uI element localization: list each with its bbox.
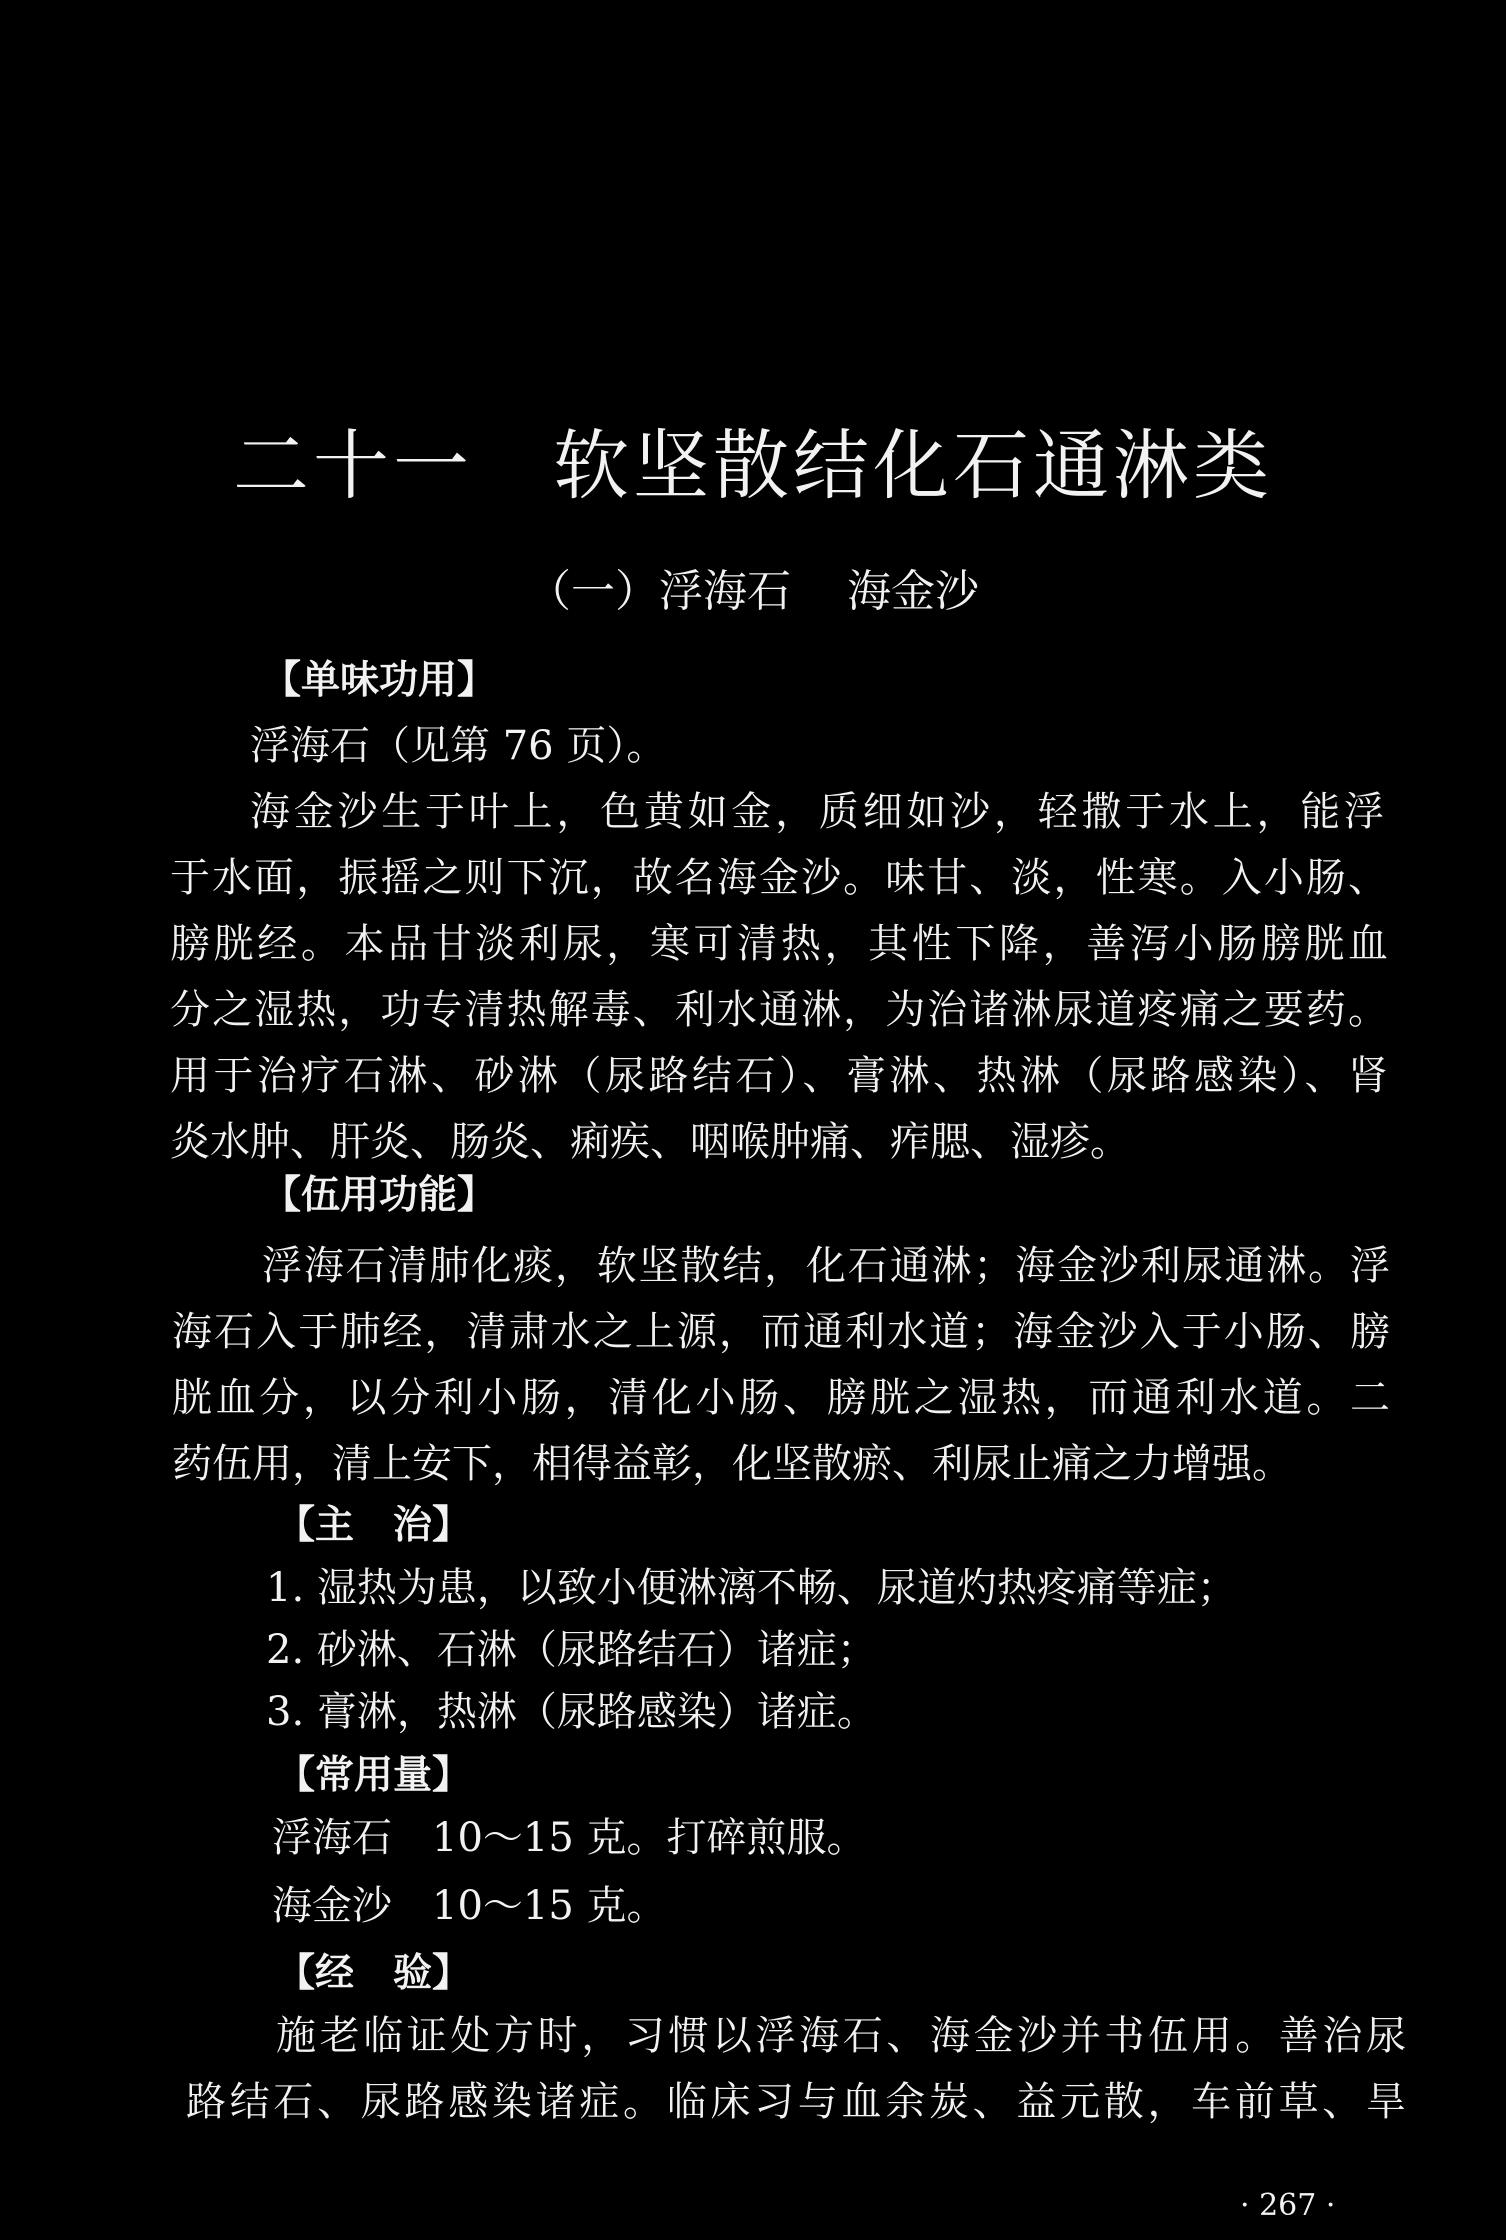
combined-function-line: 浮海石清肺化痰，软坚散结，化石通淋；海金沙利尿通淋。浮 (262, 1243, 1390, 1289)
indication-item: 2. 砂淋、石淋（尿路结石）诸症； (266, 1627, 877, 1673)
combined-function-line: 海石入于肺经，清肃水之上源，而通利水道；海金沙入于小肠、膀 (172, 1309, 1390, 1355)
dosage-header: 【常用量】 (276, 1753, 472, 1798)
combined-function-header: 【伍用功能】 (262, 1173, 497, 1218)
single-function-line: 炎水肿、肝炎、肠炎、痢疾、咽喉肿痛、痄腮、湿疹。 (170, 1119, 1130, 1165)
dosage-item: 海金沙 10～15 克。 (272, 1883, 667, 1929)
section-herb-2: 海金沙 (847, 566, 979, 617)
dosage-item: 浮海石 10～15 克。打碎煎服。 (272, 1815, 867, 1861)
section-herb-1: 浮海石 (659, 566, 791, 617)
indication-item: 1. 湿热为患，以致小便淋漓不畅、尿道灼热疼痛等症； (266, 1565, 1237, 1611)
single-function-header: 【单味功用】 (262, 658, 497, 703)
single-function-line: 用于治疗石淋、砂淋（尿路结石）、膏淋、热淋（尿路感染）、肾 (170, 1053, 1388, 1099)
indications-header: 【主 治】 (276, 1503, 472, 1548)
experience-line: 施老临证处方时，习惯以浮海石、海金沙并书伍用。善治尿 (276, 2013, 1406, 2059)
single-function-line: 海金沙生于叶上，色黄如金，质细如沙，轻撒于水上，能浮 (250, 789, 1384, 835)
chapter-title (0, 405, 1506, 514)
experience-line: 路结石、尿路感染诸症。临床习与血余炭、益元散，车前草、旱 (186, 2079, 1406, 2125)
section-prefix: （一） (527, 566, 659, 617)
single-function-line: 于水面，振摇之则下沉，故名海金沙。味甘、淡，性寒。入小肠、 (170, 855, 1388, 901)
single-function-line: 浮海石（见第 76 页）。 (250, 723, 667, 769)
combined-function-line: 胱血分，以分利小肠，清化小肠、膀胱之湿热，而通利水道。二 (172, 1375, 1390, 1421)
single-function-line: 分之湿热，功专清热解毒、利水通淋，为治诸淋尿道疼痛之要药。 (170, 987, 1388, 1033)
experience-header: 【经 验】 (276, 1951, 472, 1996)
page-number: · 267 · (1240, 2188, 1336, 2223)
chapter-name: 软坚散结化石通淋类 (553, 421, 1273, 510)
single-function-line: 膀胱经。本品甘淡利尿，寒可清热，其性下降，善泻小肠膀胱血 (170, 921, 1388, 967)
section-title (0, 555, 1506, 619)
indication-item: 3. 膏淋，热淋（尿路感染）诸症。 (266, 1689, 877, 1735)
chapter-number: 二十一 (233, 421, 473, 510)
combined-function-line: 药伍用，清上安下，相得益彰，化坚散瘀、利尿止痛之力增强。 (172, 1441, 1292, 1487)
